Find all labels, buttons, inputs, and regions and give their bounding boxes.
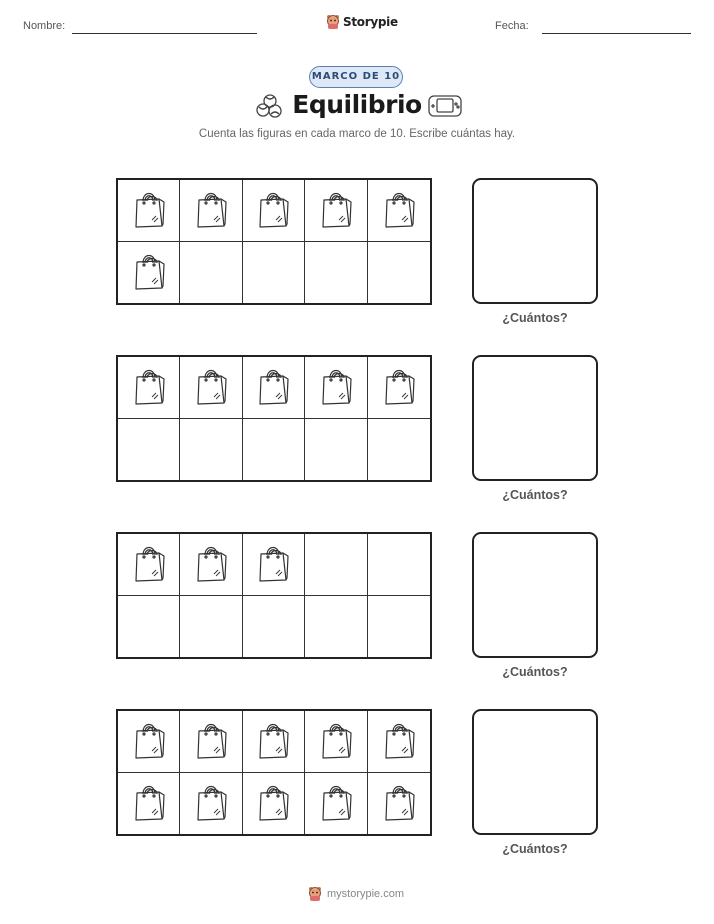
ten-frame-cell: [118, 419, 180, 481]
ten-frame-1: [116, 178, 432, 305]
brand-name: Storypie: [343, 15, 398, 29]
shopping-bag-icon: [319, 186, 353, 235]
ten-frame-cell: [368, 534, 430, 596]
ten-frame-cell: [118, 773, 180, 835]
ten-frame-cell: [368, 596, 430, 658]
ten-frame-cell: [243, 180, 305, 242]
ten-frame-cell: [368, 357, 430, 419]
ten-frame-cell: [180, 711, 242, 773]
ten-frame-cell: [305, 534, 367, 596]
ten-frame-cell: [368, 419, 430, 481]
shopping-bag-icon: [319, 779, 353, 828]
footer: [308, 886, 404, 902]
ten-frame-cell: [243, 711, 305, 773]
answer-box-4[interactable]: [472, 709, 598, 835]
shopping-bag-icon: [382, 779, 416, 828]
shopping-bag-icon: [319, 717, 353, 766]
shopping-bag-icon: [382, 717, 416, 766]
ten-frame-cell: [305, 357, 367, 419]
shopping-bag-icon: [194, 363, 228, 412]
shopping-bag-icon: [382, 186, 416, 235]
shopping-bag-icon: [194, 717, 228, 766]
ten-frame-cell: [305, 711, 367, 773]
how-many-label-3: ¿Cuántos?: [502, 665, 568, 679]
shopping-bag-icon: [256, 717, 290, 766]
ten-frame-cell: [118, 180, 180, 242]
ten-frame-cell: [118, 596, 180, 658]
ten-frame-cell: [243, 534, 305, 596]
ten-frame-cell: [180, 534, 242, 596]
ten-frame-cell: [180, 419, 242, 481]
ten-frame-cell: [368, 711, 430, 773]
shopping-bag-icon: [194, 779, 228, 828]
ten-frame-cell: [305, 180, 367, 242]
ten-frame-cell: [118, 357, 180, 419]
ten-frame-cell: [243, 357, 305, 419]
shopping-bag-icon: [319, 363, 353, 412]
ten-frame-cell: [305, 242, 367, 304]
shopping-bag-icon: [382, 363, 416, 412]
brand-logo: [326, 14, 398, 30]
ten-frame-cell: [180, 180, 242, 242]
storypie-mascot-icon: [308, 886, 322, 902]
ten-frame-cell: [243, 242, 305, 304]
ten-frame-cell: [368, 242, 430, 304]
how-many-label-2: ¿Cuántos?: [502, 488, 568, 502]
how-many-label-4: ¿Cuántos?: [502, 842, 568, 856]
name-line[interactable]: [72, 33, 257, 34]
ten-frame-3: [116, 532, 432, 659]
shopping-bag-icon: [132, 186, 166, 235]
ten-frame-cell: [243, 773, 305, 835]
ten-frame-cell: [118, 242, 180, 304]
shopping-bag-icon: [256, 779, 290, 828]
shopping-bag-icon: [132, 363, 166, 412]
answer-box-2[interactable]: [472, 355, 598, 481]
shopping-bag-icon: [256, 363, 290, 412]
shopping-bag-icon: [256, 186, 290, 235]
storypie-mascot-icon: [326, 14, 340, 30]
shopping-bag-icon: [194, 540, 228, 589]
answer-box-3[interactable]: [472, 532, 598, 658]
ten-frame-cell: [180, 242, 242, 304]
ten-frame-cell: [368, 180, 430, 242]
ten-frame-cell: [243, 419, 305, 481]
ten-frame-cell: [305, 596, 367, 658]
ten-frame-cell: [180, 773, 242, 835]
date-label: Fecha:: [495, 20, 529, 32]
ten-frame-cell: [368, 773, 430, 835]
ten-frame-cell: [243, 596, 305, 658]
answer-box-1[interactable]: [472, 178, 598, 304]
page-title: Equilibrio: [292, 90, 422, 119]
how-many-label-1: ¿Cuántos?: [502, 311, 568, 325]
date-line[interactable]: [542, 33, 691, 34]
worksheet-type-badge: MARCO DE 10: [309, 66, 403, 88]
name-label: Nombre:: [23, 20, 66, 32]
ten-frame-cell: [180, 357, 242, 419]
ten-frame-cell: [118, 711, 180, 773]
handheld-console-icon: [428, 95, 462, 117]
ten-frame-2: [116, 355, 432, 482]
ten-frame-cell: [305, 419, 367, 481]
ten-frame-cell: [118, 534, 180, 596]
shopping-bag-icon: [256, 540, 290, 589]
ten-frame-cell: [180, 596, 242, 658]
shopping-bag-icon: [132, 779, 166, 828]
shopping-bag-icon: [194, 186, 228, 235]
shopping-bag-icon: [132, 540, 166, 589]
shopping-bag-icon: [132, 717, 166, 766]
footer-url: mystorypie.com: [327, 888, 405, 900]
ten-frame-cell: [305, 773, 367, 835]
shopping-bag-icon: [132, 248, 166, 297]
instructions: Cuenta las figuras en cada marco de 10. Escribe cuántas hay.: [198, 128, 516, 140]
ten-frame-4: [116, 709, 432, 836]
